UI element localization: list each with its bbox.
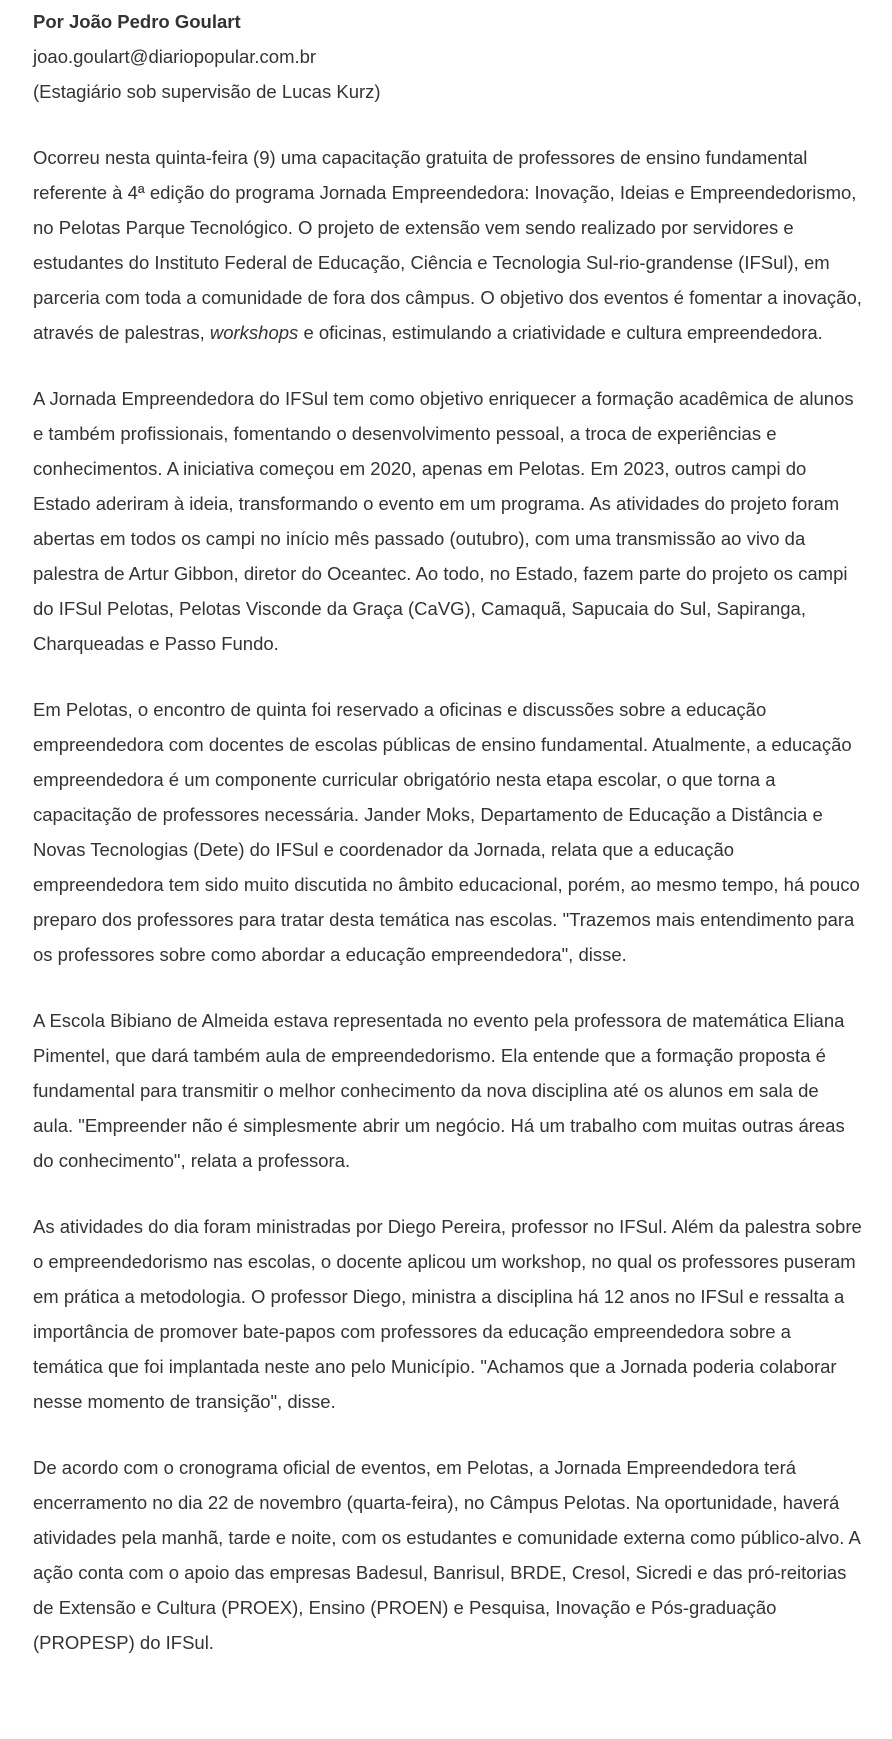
byline-author: Por João Pedro Goulart [33, 11, 241, 32]
article-paragraph-4: A Escola Bibiano de Almeida estava representada no evento pela professora de matemática Eliana Pimentel, que dará também aula de empreendedorismo. Ela entende que a formação proposta é fundamental para transmitir o melhor conhecimento da nova disciplina até os alunos em sala de aula. "Empreender não é simplesmente abrir um negócio. Há um trabalho com muitas outras áreas do conhecimento", relata a professora. [33, 1010, 845, 1171]
paragraph-1-text-end: e oficinas, estimulando a criatividade e cultura empreendedora. [298, 322, 823, 343]
article-paragraph-3: Em Pelotas, o encontro de quinta foi reservado a oficinas e discussões sobre a educação empreendedora com docentes de escolas públicas de ensino fundamental. Atualmente, a educação empreendedora é um componente curricular obrigatório nesta etapa escolar, o que torna a capacitação de professores necessária. Jander Moks, Departamento de Educação a Distância e Novas Tecnologias (Dete) do IFSul e coordenador da Jornada, relata que a educação empreendedora tem sido muito discutida no âmbito educacional, porém, ao mesmo tempo, há pouco preparo dos professores para tratar desta temática nas escolas. "Trazemos mais entendimento para os professores sobre como abordar a educação empreendedora", disse. [33, 699, 860, 965]
article-paragraph-2: A Jornada Empreendedora do IFSul tem como objetivo enriquecer a formação acadêmica de alunos e também profissionais, fomentando o desenvolvimento pessoal, a troca de experiências e conhecimentos. A iniciativa começou em 2020, apenas em Pelotas. Em 2023, outros campi do Estado aderiram à ideia, transformando o evento em um programa. As atividades do projeto foram abertas em todos os campi no início mês passado (outubro), com uma transmissão ao vivo da palestra de Artur Gibbon, diretor do Oceantec. Ao todo, no Estado, fazem parte do projeto os campi do IFSul Pelotas, Pelotas Visconde da Graça (CaVG), Camaquã, Sapucaia do Sul, Sapiranga, Charqueadas e Passo Fundo. [33, 388, 854, 654]
paragraph-1-emphasis: workshops [209, 322, 299, 343]
article-paragraph-5: As atividades do dia foram ministradas por Diego Pereira, professor no IFSul. Além da palestra sobre o empreendedorismo nas escolas, o docente aplicou um workshop, no qual os professores puseram em prática a metodologia. O professor Diego, ministra a disciplina há 12 anos no IFSul e ressalta a importância de promover bate-papos com professores da educação empreendedora sobre a temática que foi implantada neste ano pelo Município. "Achamos que a Jornada poderia colaborar nesse momento de transição", disse. [33, 1216, 862, 1412]
byline-note: (Estagiário sob supervisão de Lucas Kurz) [33, 81, 381, 102]
byline-email: joao.goulart@diariopopular.com.br [33, 46, 317, 67]
article-paragraph-1 [33, 140, 862, 350]
article-paragraph-6: De acordo com o cronograma oficial de eventos, em Pelotas, a Jornada Empreendedora terá encerramento no dia 22 de novembro (quarta-feira), no Câmpus Pelotas. Na oportunidade, haverá atividades pela manhã, tarde e noite, com os estudantes e comunidade externa como público-alvo. A ação conta com o apoio das empresas Badesul, Banrisul, BRDE, Cresol, Sicredi e das pró-reitorias de Extensão e Cultura (PROEX), Ensino (PROEN) e Pesquisa, Inovação e Pós-graduação (PROPESP) do IFSul. [33, 1457, 860, 1653]
paragraph-1-text-start: Ocorreu nesta quinta-feira (9) uma capacitação gratuita de professores de ensino fundamental referente à 4ª edição do programa Jornada Empreendedora: Inovação, Ideias e Empreendedorismo, no Pelotas Parque Tecnológico. O projeto de extensão vem sendo realizado por servidores e estudantes do Instituto Federal de Educação, Ciência e Tecnologia Sul-rio-grandense (IFSul), em parceria com toda a comunidade de fora dos câmpus. O objetivo dos eventos é fomentar a inovação, através de palestras, [33, 147, 862, 343]
